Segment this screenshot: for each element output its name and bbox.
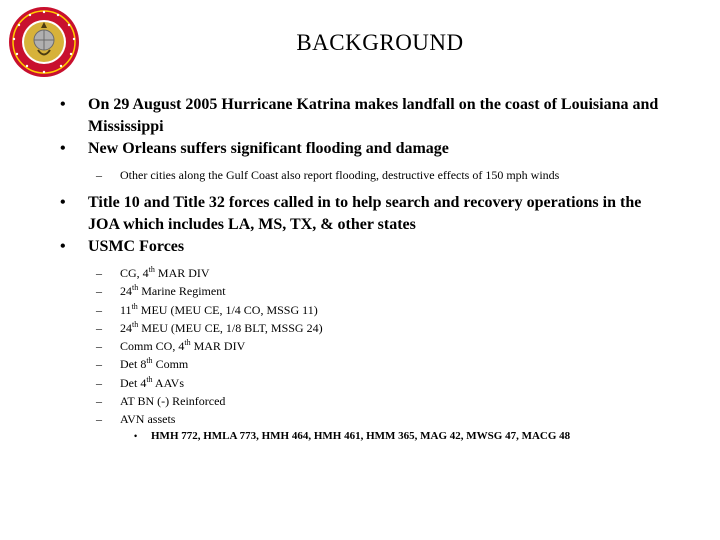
bullet-glyph: • (134, 430, 138, 441)
avn-assets-item (0, 429, 720, 443)
bullet-text: New Orleans suffers significant flooding and damage (88, 140, 449, 157)
bullet-text: Title 10 and Title 32 forces called in to help search and recovery operations in the JOA which includes LA, MS, TX, & other states (88, 194, 642, 233)
force-text: MAR DIV (154, 266, 210, 280)
bullet-text: On 29 August 2005 Hurricane Katrina makes landfall on the coast of Louisiana and Mississippi (88, 96, 659, 135)
force-item (0, 392, 720, 410)
dash-glyph: – (96, 320, 102, 335)
force-text: MEU (MEU CE, 1/4 CO, MSSG 11) (137, 302, 318, 317)
dash-glyph: – (96, 375, 102, 390)
dash-glyph: – (96, 302, 102, 317)
force-item (0, 337, 720, 355)
force-text: CG, 4 (120, 266, 149, 280)
ordinal-suffix: th (132, 283, 139, 293)
force-text: 24 (120, 284, 132, 299)
force-text: Comm CO, 4 (120, 339, 185, 354)
force-item (0, 410, 720, 428)
force-text: 24 (120, 320, 132, 335)
slide-title: BACKGROUND (296, 30, 464, 55)
sub-bullet-gulf-coast (0, 168, 720, 182)
force-text: 11 (120, 302, 132, 317)
dash-glyph: – (96, 394, 102, 409)
force-text: Marine Regiment (138, 284, 226, 299)
dash-glyph: – (96, 339, 102, 354)
bullet-title-forces (0, 192, 720, 236)
forces-list (0, 264, 720, 443)
force-text: MEU (MEU CE, 1/8 BLT, MSSG 24) (138, 320, 323, 335)
sub-bullet-text: Other cities along the Gulf Coast also report flooding, destructive effects of 150 mph winds (120, 168, 560, 182)
force-text: AT BN (-) Reinforced (120, 394, 226, 409)
dash-glyph: – (96, 266, 102, 280)
bullet-usmc-forces (0, 236, 720, 258)
dash-glyph: – (96, 412, 102, 427)
force-item (0, 355, 720, 373)
bullet-landfall (0, 94, 720, 138)
bullet-glyph: • (60, 238, 66, 255)
force-text: AVN assets (120, 412, 176, 427)
dash-glyph: – (96, 357, 102, 372)
bullet-glyph: • (60, 194, 66, 211)
force-text: Det 4 (120, 375, 147, 390)
bullet-text: USMC Forces (88, 238, 185, 255)
force-text: MAR DIV (190, 339, 246, 354)
ordinal-suffix: th (146, 356, 153, 366)
force-item (0, 264, 720, 282)
force-item (0, 374, 720, 392)
bullet-glyph: • (60, 140, 66, 157)
avn-assets-text: HMH 772, HMLA 773, HMH 464, HMH 461, HMM 365, MAG 42, MWSG 47, MACG 48 (151, 429, 571, 442)
bullet-flooding (0, 138, 720, 160)
dash-glyph: – (96, 284, 102, 299)
ordinal-suffix: th (146, 374, 153, 384)
ordinal-suffix: th (184, 338, 191, 348)
slide-body (0, 94, 720, 443)
force-item (0, 301, 720, 319)
force-item (0, 319, 720, 337)
force-text: Comm (152, 357, 189, 372)
ordinal-suffix: th (148, 265, 155, 274)
force-item (0, 282, 720, 300)
ordinal-suffix: th (132, 319, 139, 329)
dash-glyph: – (96, 168, 102, 182)
force-text: Det 8 (120, 357, 147, 372)
bullet-glyph: • (60, 96, 66, 113)
ordinal-suffix: th (131, 301, 138, 311)
force-text: AAVs (152, 375, 185, 390)
